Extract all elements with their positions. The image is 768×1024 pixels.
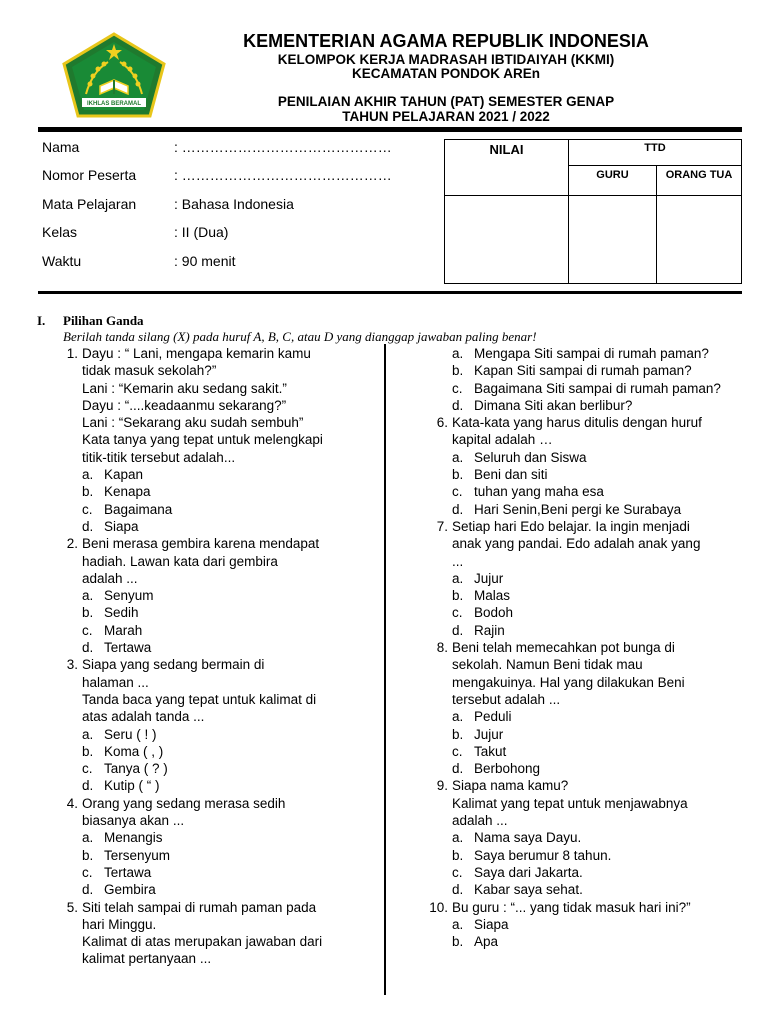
option-text: Peduli bbox=[474, 709, 512, 725]
option-text: Mengapa Siti sampai di rumah paman? bbox=[474, 346, 709, 361]
section-instruction: Berilah tanda silang (X) pada huruf A, B, C, atau D yang dianggap jawaban paling benar! bbox=[63, 329, 537, 344]
question-text-line: tersebut adalah ... bbox=[452, 691, 561, 707]
question-text-line: Siti telah sampai di rumah paman pada bbox=[82, 899, 317, 915]
option-letter: d. bbox=[82, 882, 94, 898]
question-number: 8. bbox=[436, 640, 448, 656]
option-letter: b. bbox=[452, 726, 464, 742]
question bbox=[426, 639, 742, 777]
group-title: KELOMPOK KERJA MADRASAH IBTIDAIYAH (KKMI) bbox=[277, 52, 615, 67]
answer-option[interactable] bbox=[56, 466, 376, 483]
option-letter: d. bbox=[452, 761, 464, 777]
parent-header: ORANG TUA bbox=[657, 166, 742, 196]
header-rule bbox=[38, 127, 742, 132]
question-text-line: Kata-kata yang harus ditulis dengan huruf bbox=[452, 415, 702, 431]
class-label: Kelas bbox=[42, 224, 78, 240]
option-letter: a. bbox=[82, 588, 94, 604]
answer-option[interactable] bbox=[426, 501, 742, 518]
question-text-line: Beni telah memecahkan pot bunga di bbox=[452, 640, 675, 656]
option-letter: c. bbox=[82, 622, 93, 638]
subject-value: : Bahasa Indonesia bbox=[174, 196, 294, 212]
option-text: Berbohong bbox=[474, 761, 541, 777]
answer-option[interactable] bbox=[56, 743, 376, 760]
option-letter: b. bbox=[452, 467, 464, 483]
option-letter: a. bbox=[452, 709, 464, 725]
option-letter: c. bbox=[452, 380, 463, 396]
option-letter: b. bbox=[82, 484, 94, 500]
exam-title: PENILAIAN AKHIR TAHUN (PAT) SEMESTER GENAP bbox=[277, 94, 615, 109]
answer-option[interactable] bbox=[56, 501, 376, 518]
answer-option[interactable] bbox=[56, 639, 376, 656]
option-text: Seru ( ! ) bbox=[104, 726, 157, 742]
option-text: Gembira bbox=[104, 882, 156, 898]
question bbox=[56, 899, 376, 968]
option-letter: d. bbox=[82, 640, 94, 656]
logo-motto: IKHLAS BERAMAL bbox=[87, 101, 141, 107]
option-letter: c. bbox=[452, 484, 463, 500]
question-number: 4. bbox=[66, 795, 78, 811]
question-text-line: Beni merasa gembira karena mendapat bbox=[82, 536, 320, 552]
score-cell[interactable] bbox=[445, 196, 569, 284]
option-text: tuhan yang maha esa bbox=[474, 484, 604, 500]
option-letter: a. bbox=[82, 830, 94, 846]
answer-option[interactable] bbox=[426, 881, 742, 898]
answer-option[interactable] bbox=[56, 622, 376, 639]
option-text: Kapan bbox=[104, 467, 144, 483]
option-letter: c. bbox=[82, 501, 93, 517]
answer-option[interactable] bbox=[426, 916, 742, 933]
question bbox=[56, 656, 376, 794]
question-number: 6. bbox=[436, 415, 448, 431]
answer-option[interactable] bbox=[426, 570, 742, 587]
option-letter: b. bbox=[82, 743, 94, 759]
question-text-line: Lani : “Sekarang aku sudah sembuh” bbox=[82, 415, 304, 431]
option-text: Marah bbox=[104, 622, 143, 638]
question-text-line: Tanda baca yang tepat untuk kalimat di bbox=[82, 691, 317, 707]
question-text bbox=[56, 535, 376, 552]
option-text: Senyum bbox=[104, 588, 154, 604]
answer-option[interactable] bbox=[426, 760, 742, 777]
answer-option[interactable] bbox=[426, 604, 742, 621]
question-text-line: hadiah. Lawan kata dari gembira bbox=[82, 553, 278, 569]
option-text: Seluruh dan Siswa bbox=[474, 449, 587, 465]
answer-option[interactable] bbox=[426, 847, 742, 864]
option-letter: d. bbox=[452, 622, 464, 638]
question-number: 9. bbox=[436, 778, 448, 794]
answer-option[interactable] bbox=[56, 604, 376, 621]
question bbox=[426, 518, 742, 639]
question-text-line: kapital adalah … bbox=[452, 432, 553, 448]
answer-option[interactable] bbox=[56, 864, 376, 881]
question-text-line: halaman ... bbox=[82, 674, 149, 690]
answer-option[interactable] bbox=[56, 483, 376, 500]
answer-option[interactable] bbox=[426, 587, 742, 604]
answer-option[interactable] bbox=[56, 726, 376, 743]
section-number: I. bbox=[37, 313, 46, 328]
answer-option[interactable] bbox=[56, 587, 376, 604]
year-title: TAHUN PELAJARAN 2021 / 2022 bbox=[342, 109, 550, 124]
name-field[interactable]: : ……………………………………… bbox=[174, 139, 392, 155]
option-letter: a. bbox=[452, 449, 464, 465]
option-text: Rajin bbox=[474, 622, 505, 638]
answer-option[interactable] bbox=[56, 518, 376, 535]
option-text: Tertawa bbox=[104, 640, 152, 656]
parent-signature-cell[interactable] bbox=[657, 196, 742, 284]
question-text-line: Siapa nama kamu? bbox=[452, 778, 569, 794]
question-text bbox=[426, 777, 742, 794]
question-number: 7. bbox=[436, 518, 448, 534]
answer-option[interactable] bbox=[56, 881, 376, 898]
option-letter: c. bbox=[82, 761, 93, 777]
option-text: Kenapa bbox=[104, 484, 151, 500]
question-text-line: Kata tanya yang tepat untuk melengkapi bbox=[82, 432, 323, 448]
question bbox=[56, 535, 376, 656]
participant-number-field[interactable]: : ……………………………………… bbox=[174, 167, 392, 183]
question-text-line: Kalimat di atas merupakan jawaban dari bbox=[82, 934, 323, 950]
question-text-line: ... bbox=[452, 553, 464, 569]
question-text-line: biasanya akan ... bbox=[82, 813, 185, 829]
option-text: Apa bbox=[474, 934, 499, 950]
questions-right-column bbox=[426, 345, 742, 950]
column-divider bbox=[384, 344, 386, 995]
question-text-line: Setiap hari Edo belajar. Ia ingin menjadi bbox=[452, 518, 690, 534]
option-letter: b. bbox=[452, 363, 464, 379]
question bbox=[56, 345, 376, 535]
name-label: Nama bbox=[42, 139, 80, 155]
question-number: 5. bbox=[66, 899, 78, 915]
answer-option[interactable] bbox=[426, 466, 742, 483]
question-text-line: Dayu : “....keadaanmu sekarang?” bbox=[82, 397, 287, 413]
class-value: : II (Dua) bbox=[174, 224, 229, 240]
signature-header: TTD bbox=[569, 140, 742, 166]
option-letter: b. bbox=[82, 847, 94, 863]
option-text: Dimana Siti akan berlibur? bbox=[474, 397, 633, 413]
question-text-line: sekolah. Namun Beni tidak mau bbox=[452, 657, 643, 673]
option-letter: a. bbox=[82, 726, 94, 742]
option-text: Kabar saya sehat. bbox=[474, 882, 583, 898]
answer-option[interactable] bbox=[426, 380, 742, 397]
option-text: Menangis bbox=[104, 830, 163, 846]
option-text: Siapa bbox=[104, 518, 139, 534]
question-text-line: kalimat pertanyaan ... bbox=[82, 951, 212, 967]
section-title: Pilihan Ganda bbox=[63, 313, 144, 328]
option-text: Takut bbox=[474, 743, 507, 759]
question-text-line: Orang yang sedang merasa sedih bbox=[82, 795, 286, 811]
question-text bbox=[426, 518, 742, 535]
question-text bbox=[56, 345, 376, 362]
option-letter: a. bbox=[82, 467, 94, 483]
identity-rule bbox=[38, 291, 742, 294]
option-text: Bagaimana bbox=[104, 501, 173, 517]
answer-option[interactable] bbox=[426, 622, 742, 639]
option-letter: a. bbox=[452, 830, 464, 846]
question-text-line: anak yang pandai. Edo adalah anak yang bbox=[452, 536, 701, 552]
answer-option[interactable] bbox=[56, 829, 376, 846]
answer-option[interactable] bbox=[426, 864, 742, 881]
answer-option[interactable] bbox=[426, 345, 742, 362]
answer-option[interactable] bbox=[426, 362, 742, 379]
question-text-line: tidak masuk sekolah?” bbox=[82, 363, 217, 379]
answer-option[interactable] bbox=[426, 397, 742, 414]
option-text: Saya berumur 8 tahun. bbox=[474, 847, 612, 863]
option-text: Kapan Siti sampai di rumah paman? bbox=[474, 363, 692, 379]
option-letter: d. bbox=[452, 397, 464, 413]
option-letter: b. bbox=[452, 934, 464, 950]
score-table bbox=[444, 139, 742, 284]
question-text-line: Siapa yang sedang bermain di bbox=[82, 657, 265, 673]
score-header: NILAI bbox=[445, 140, 569, 196]
option-text: Jujur bbox=[474, 726, 504, 742]
subject-label: Mata Pelajaran bbox=[42, 196, 137, 212]
question-text-line: Kalimat yang tepat untuk menjawabnya bbox=[452, 795, 688, 811]
question-text-line: Bu guru : “... yang tidak masuk hari ini?” bbox=[452, 899, 691, 915]
option-letter: a. bbox=[452, 346, 464, 361]
option-letter: a. bbox=[452, 570, 464, 586]
question-text-line: atas adalah tanda ... bbox=[82, 709, 205, 725]
question-text-line: hari Minggu. bbox=[82, 916, 157, 932]
question-text-line: mengakuinya. Hal yang dilakukan Beni bbox=[452, 674, 685, 690]
option-text: Jujur bbox=[474, 570, 504, 586]
option-text: Tanya ( ? ) bbox=[104, 761, 168, 777]
answer-option[interactable] bbox=[56, 777, 376, 794]
option-text: Beni dan siti bbox=[474, 467, 548, 483]
option-text: Malas bbox=[474, 588, 511, 604]
option-letter: b. bbox=[82, 605, 94, 621]
answer-option[interactable] bbox=[426, 829, 742, 846]
option-text: Saya dari Jakarta. bbox=[474, 864, 583, 880]
question bbox=[426, 777, 742, 898]
option-text: Kutip ( “ ) bbox=[104, 778, 160, 794]
district-title: KECAMATAN PONDOK AREn bbox=[352, 66, 540, 81]
answer-option[interactable] bbox=[426, 449, 742, 466]
question-text-line: adalah ... bbox=[82, 570, 138, 586]
option-text: Hari Senin,Beni pergi ke Surabaya bbox=[474, 501, 682, 517]
option-letter: c. bbox=[452, 743, 463, 759]
question-text bbox=[426, 414, 742, 431]
question bbox=[426, 414, 742, 518]
answer-option[interactable] bbox=[426, 743, 742, 760]
question-text bbox=[56, 899, 376, 916]
option-text: Tertawa bbox=[104, 864, 152, 880]
question bbox=[56, 795, 376, 899]
answer-option[interactable] bbox=[426, 726, 742, 743]
question-text-line: adalah ... bbox=[452, 813, 508, 829]
option-letter: c. bbox=[82, 864, 93, 880]
option-letter: d. bbox=[82, 778, 94, 794]
option-text: Bagaimana Siti sampai di rumah paman? bbox=[474, 380, 721, 396]
question-text-line: Dayu : “ Lani, mengapa kemarin kamu bbox=[82, 346, 311, 361]
option-text: Bodoh bbox=[474, 605, 514, 621]
time-label: Waktu bbox=[42, 253, 82, 269]
option-letter: b. bbox=[452, 588, 464, 604]
question-text bbox=[56, 656, 376, 673]
option-text: Sedih bbox=[104, 605, 139, 621]
question-number: 1. bbox=[66, 346, 78, 361]
option-letter: a. bbox=[452, 916, 464, 932]
answer-option[interactable] bbox=[426, 483, 742, 500]
option-letter: b. bbox=[452, 847, 464, 863]
option-text: Siapa bbox=[474, 916, 509, 932]
question-number: 3. bbox=[66, 657, 78, 673]
question bbox=[426, 345, 742, 414]
option-text: Koma ( , ) bbox=[104, 743, 164, 759]
option-letter: c. bbox=[452, 605, 463, 621]
question-text bbox=[426, 639, 742, 656]
answer-option[interactable] bbox=[56, 760, 376, 777]
question-number: 10. bbox=[429, 899, 448, 915]
option-letter: d. bbox=[452, 501, 464, 517]
question bbox=[426, 899, 742, 951]
question-text-line: Lani : “Kemarin aku sedang sakit.” bbox=[82, 380, 287, 396]
answer-option[interactable] bbox=[426, 708, 742, 725]
question-number: 2. bbox=[66, 536, 78, 552]
teacher-header: GURU bbox=[569, 166, 657, 196]
answer-option[interactable] bbox=[56, 847, 376, 864]
answer-option[interactable] bbox=[426, 933, 742, 950]
question-text bbox=[56, 795, 376, 812]
ministry-title: KEMENTERIAN AGAMA REPUBLIK INDONESIA bbox=[243, 31, 649, 51]
option-letter: d. bbox=[82, 518, 94, 534]
participant-number-label: Nomor Peserta bbox=[42, 167, 137, 183]
question-text-line: titik-titik tersebut adalah... bbox=[82, 449, 236, 465]
time-value: : 90 menit bbox=[174, 253, 236, 269]
option-text: Nama saya Dayu. bbox=[474, 830, 582, 846]
question-text bbox=[426, 899, 742, 916]
option-letter: d. bbox=[452, 882, 464, 898]
questions-left-column bbox=[56, 345, 376, 968]
teacher-signature-cell[interactable] bbox=[569, 196, 657, 284]
option-text: Tersenyum bbox=[104, 847, 171, 863]
option-letter: c. bbox=[452, 864, 463, 880]
